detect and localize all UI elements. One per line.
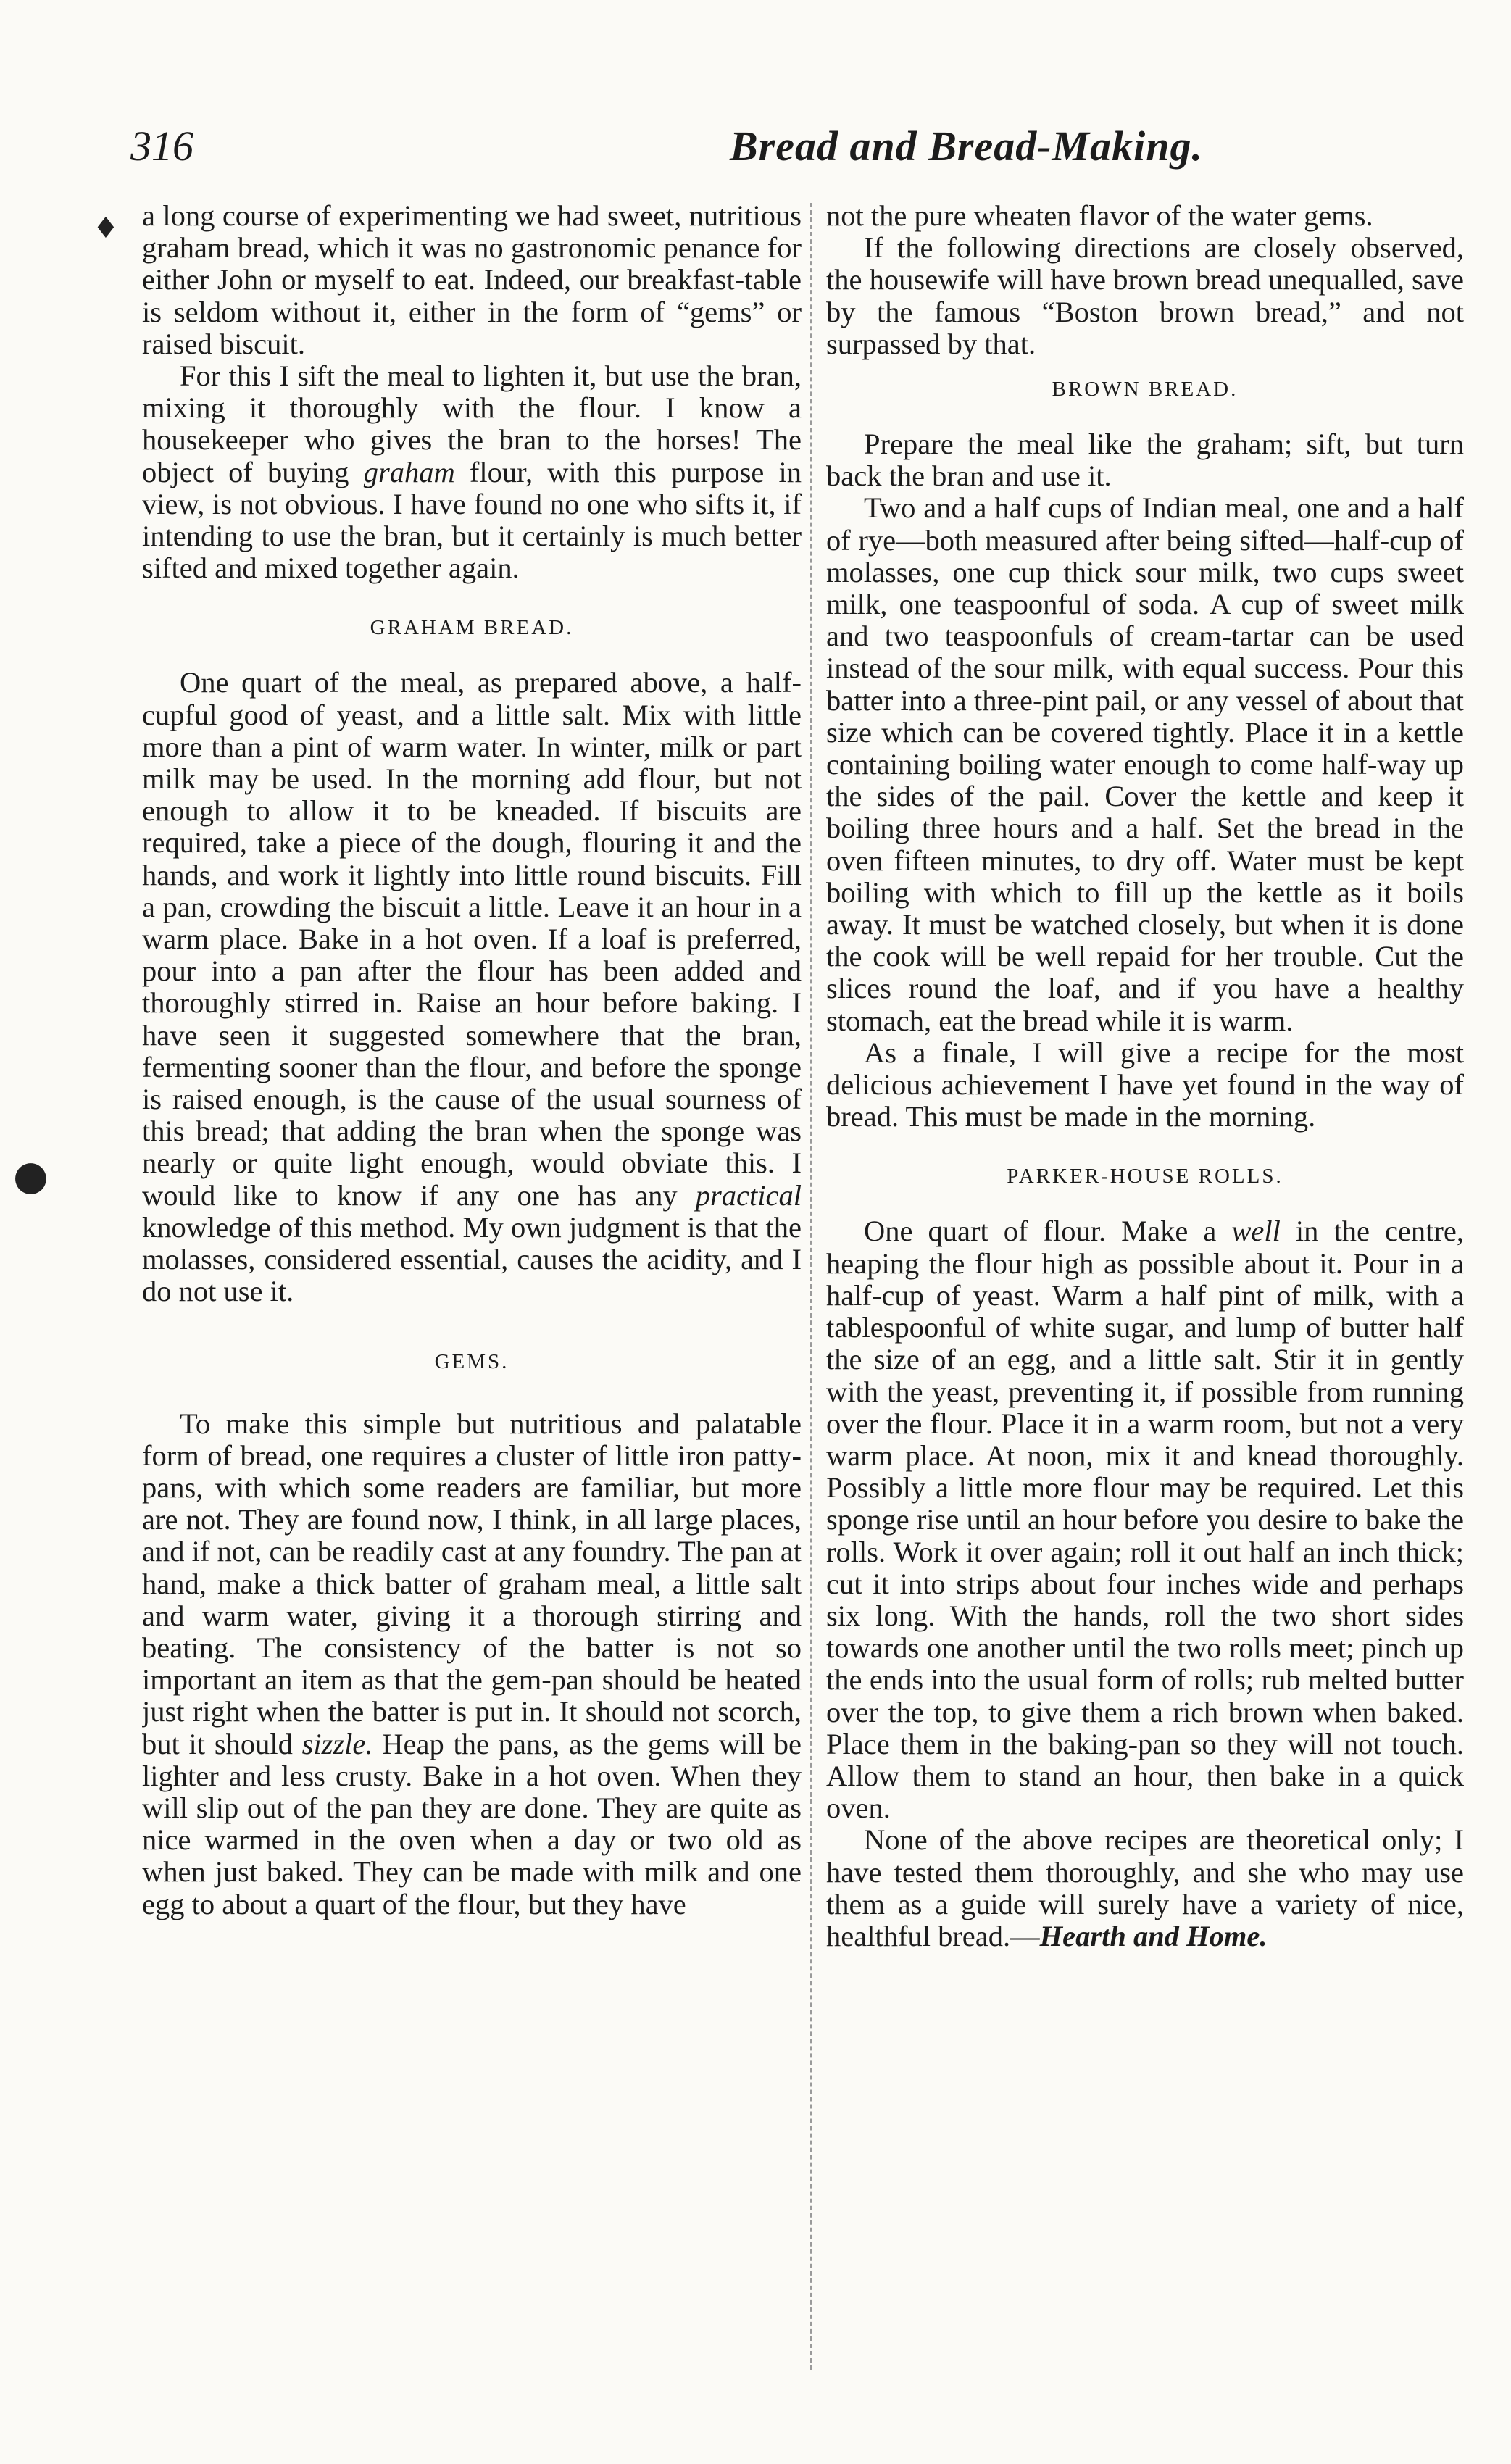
- paragraph: As a finale, I will give a recipe for the most delicious achievement I have yet found in the way of bread. This must be made in the morning.: [826, 1036, 1464, 1133]
- paragraph: One quart of flour. Make a well in the centre, heaping the flour high as possible about it. Pour in a half-cup of yeast. Warm a half pint of milk, with a tablespoonful of white sugar, and lump of butter half the size of an egg, and a little salt. Stir it in gently with the yeast, preventing it, if possible from running over the flour. Place it in a warm room, but not a very warm place. At noon, mix it and knead thoroughly. Possibly a little more flour may be required. Let this sponge rise until an hour before you desire to bake the rolls. Work it over again; roll it out half an inch thick; cut it into strips about four inches wide and perhaps six long. With the hands, roll the two short sides towards one another until the two rolls meet; pinch up the ends into the usual form of rolls; rub melted butter over the top, to give them a rich brown when baked. Place them in the baking-pan so they will not touch. Allow them to stand an hour, then bake in a quick oven.: [826, 1215, 1464, 1825]
- paragraph: a long course of experimenting we had sweet, nutritious graham bread, which it was no gastronomic penance for either John or myself to eat. Indeed, our breakfast-table is seldom without it, either in the form of “gems” or raised biscuit.: [142, 200, 802, 360]
- page-header: [130, 122, 1478, 187]
- margin-blot: ♦: [93, 212, 119, 245]
- page-number: 316: [130, 122, 193, 170]
- paragraph: One quart of the meal, as prepared above, a half-cupful good of yeast, and a little salt. Mix with little more than a pint of warm water. In winter, milk or part milk may be used. In the morning add flour, but not enough to allow it to be kneaded. If biscuits are required, take a piece of the dough, flouring it and the hands, and work it lightly into little round biscuits. Fill a pan, crowding the biscuit a little. Leave it an hour in a warm place. Bake in a hot oven. If a loaf is preferred, pour into a pan after the flour has been added and thoroughly stirred in. Raise an hour before baking. I have seen it suggested somewhere that the bran, fermenting sooner than the flour, and before the sponge is raised enough, is the cause of the usual sourness of this bread; that adding the bran when the sponge was nearly or quite light enough, would obviate this. I would like to know if any one has any practical knowledge of this method. My own judgment is that the molasses, considered essential, causes the acidity, and I do not use it.: [142, 666, 802, 1308]
- emphasis: sizzle.: [301, 1727, 373, 1760]
- left-column: [142, 200, 802, 2381]
- emphasis: graham: [363, 455, 455, 488]
- right-column: [826, 200, 1464, 2381]
- emphasis: well: [1231, 1215, 1281, 1248]
- running-title: Bread and Bread-Making.: [729, 122, 1203, 170]
- paragraph: To make this simple but nutritious and palatable form of bread, one requires a cluster of little iron patty-pans, with which some readers are familiar, but more are not. They are found now, I think, in all large places, and if not, can be readily cast at any foundry. The pan at hand, make a thick batter of graham meal, a little salt and warm water, giving it a thorough stirring and beating. The consistency of the batter is not so important an item as that the gem-pan should be heated just right when the batter is put in. It should not scorch, but it should sizzle. Heap the pans, as the gems will be lighter and less crusty. Bake in a hot oven. When they will slip out of the pan they are done. They are quite as nice warmed in the oven when a day or two old as when just baked. They can be made with milk and one egg to about a quart of the flour, but they have: [142, 1407, 802, 1920]
- paragraph: not the pure wheaten flavor of the water gems.: [826, 200, 1373, 232]
- section-heading-graham-bread: GRAHAM BREAD.: [370, 616, 574, 640]
- paragraph: For this I sift the meal to lighten it, but use the bran, mixing it thoroughly with the flour. I know a housekeeper who gives the bran to the horses! The object of buying graham flour, with this purpose in view, is not obvious. I have found no one who sifts it, if intending to use the bran, but it certainly is much better sifted and mixed together again.: [142, 359, 802, 585]
- emphasis: practical: [695, 1178, 802, 1212]
- paragraph: Prepare the meal like the graham; sift, but turn back the bran and use it.: [826, 428, 1464, 493]
- section-heading-parker-house-rolls: PARKER-HOUSE ROLLS.: [1007, 1165, 1283, 1189]
- paragraph: If the following directions are closely observed, the housewife will have brown bread unequalled, save by the famous “Boston brown bread,” and not surpassed by that.: [826, 231, 1464, 360]
- paragraph: None of the above recipes are theoretical only; I have tested them thoroughly, and she who may use them as a guide will surely have a variety of nice, healthful bread.—Hearth and Home.: [826, 1823, 1464, 1952]
- paragraph: Two and a half cups of Indian meal, one and a half of rye—both measured after being sifted—half-cup of molasses, one cup thick sour milk, two cups sweet milk, one teaspoonful of soda. A cup of sweet milk and two teaspoonfuls of cream-tartar can be used instead of the sour milk, with equal success. Pour this batter into a three-pint pail, or any vessel of about that size which can be covered tightly. Place it in a kettle containing boiling water enough to come half-way up the sides of the pail. Cover the kettle and keep it boiling three hours and a half. Set the bread in the oven fifteen minutes, to dry off. Water must be kept boiling with which to fill up the kettle as it boils away. It must be watched closely, but when it is done the cook will be well repaid for her trouble. Cut the slices round the loaf, and if you have a healthy stomach, eat the bread while it is warm.: [826, 491, 1464, 1037]
- section-heading-brown-bread: BROWN BREAD.: [1052, 378, 1239, 401]
- section-heading-gems: GEMS.: [434, 1349, 509, 1373]
- source-attribution: Hearth and Home.: [1039, 1919, 1268, 1952]
- margin-blot: ●: [13, 1152, 49, 1199]
- column-divider: [810, 203, 812, 2370]
